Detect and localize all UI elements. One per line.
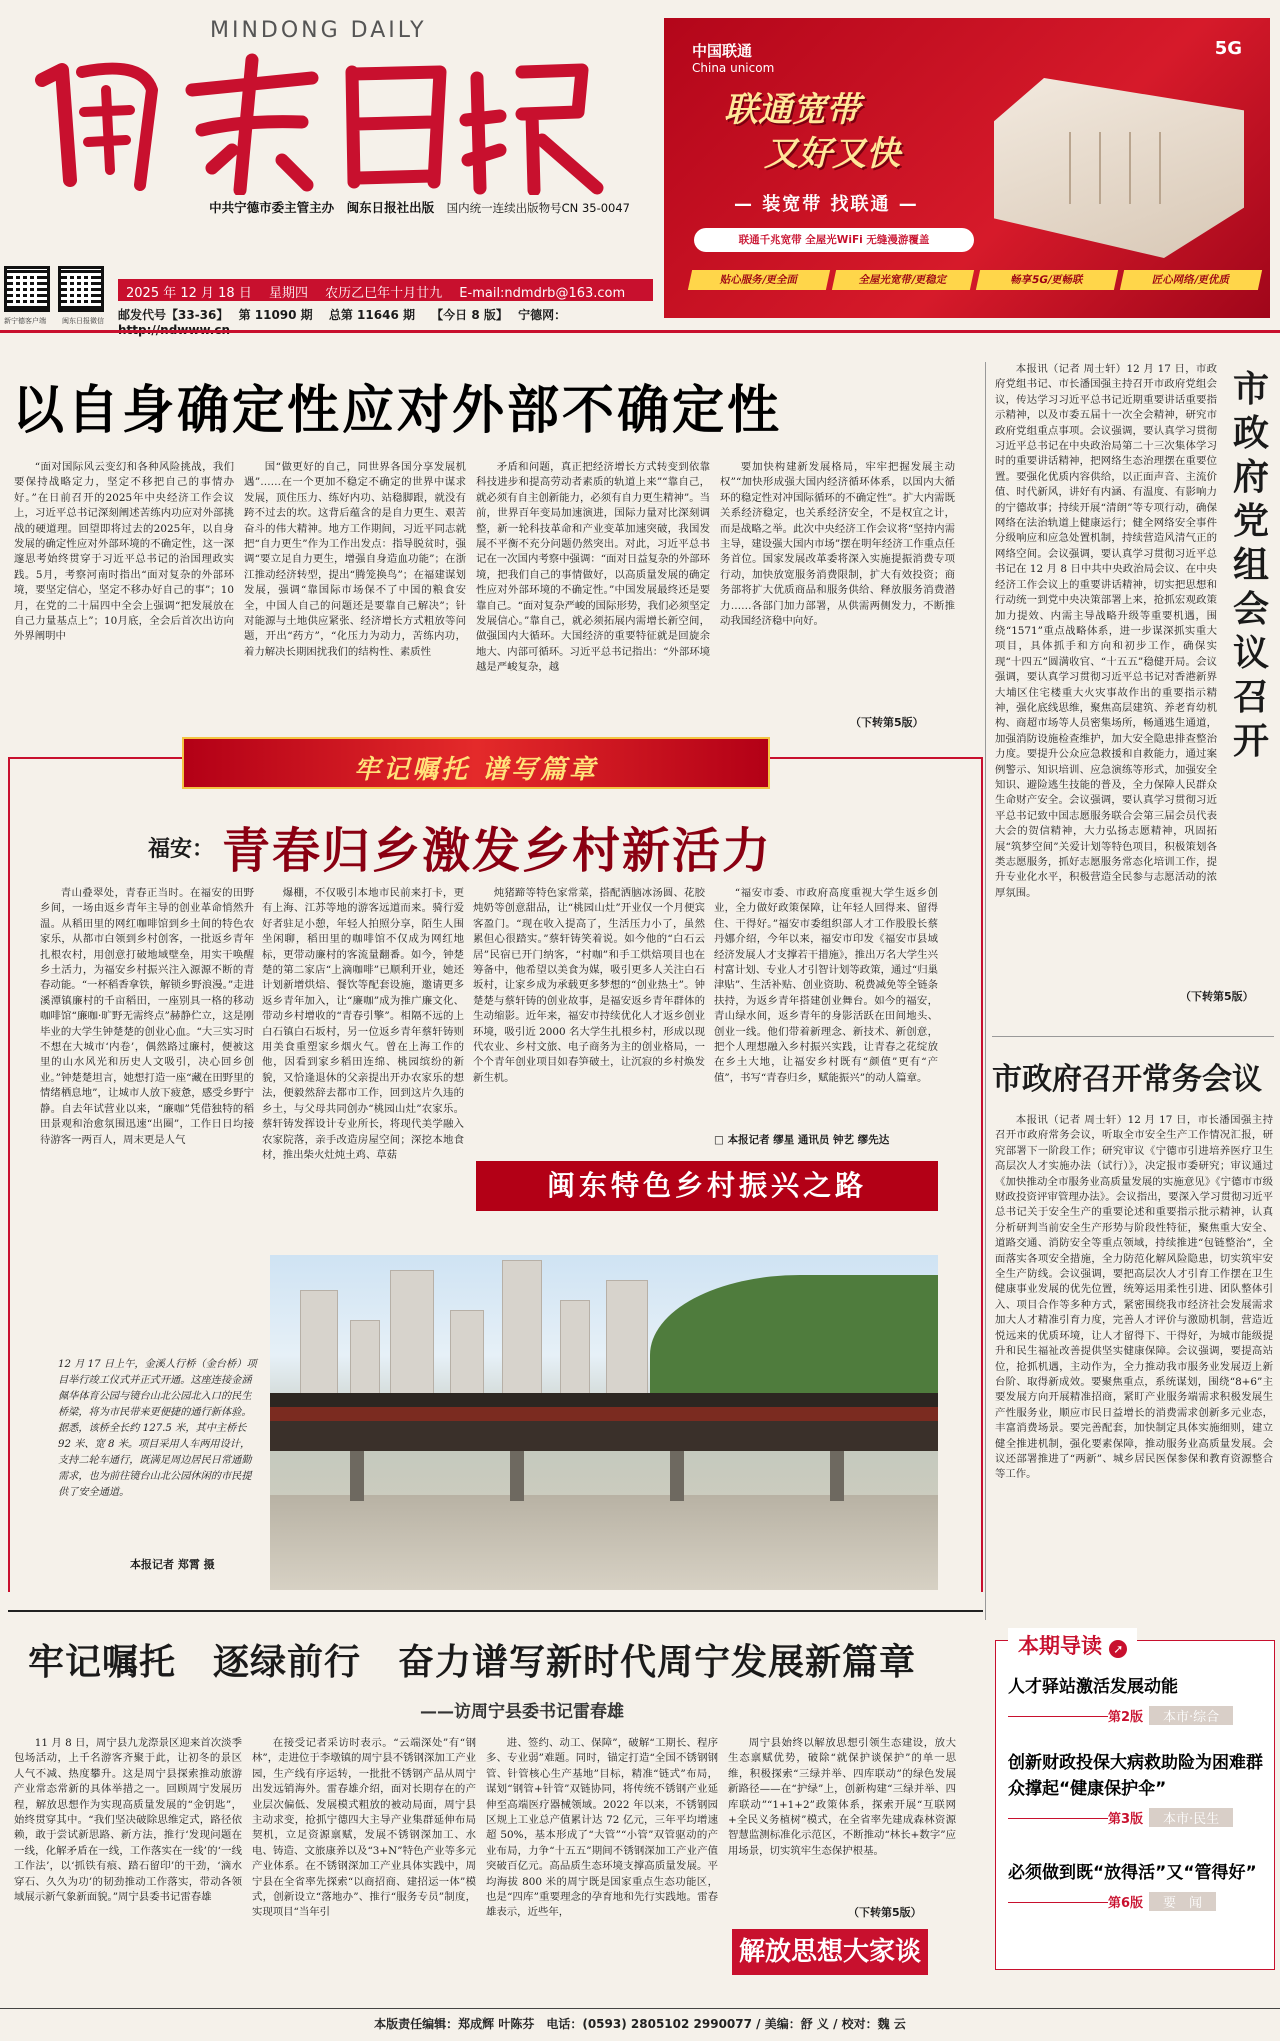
lead-col-2: 国“做更好的自己，同世界各国分享发展机遇”……在一个更加不稳定不确定的世界中谋求发展，顶住压力、练好内功、站稳脚跟，就没有跨不过去的坎。这背后蕴含的是自力更生、艰苦奋斗的伟大精神。地方工作期间，习近平同志就把“自力更生”作为工作出发点：指导脱贫时，强调“要立足自力更生，增强自身造血功能”；在浙江推动经济转型，提出“腾笼换鸟”；在福建谋划发展，强调“靠国际市场保不了中国的粮食安全，中国人自己的问题还是要靠自己解决”；针对能源与土地供应紧张、经济增长方式粗放等问题，开出“药方”，“化压力为动力，苦练内功，着力解决长期困扰我们的结构性、素质性 xyxy=(244,461,466,658)
lunar-date: 农历乙巳年十月廿九 xyxy=(325,286,443,301)
interview-series-tag: 解放思想大家谈 xyxy=(732,1929,928,1975)
email[interactable]: E-mail:ndmdrb@163.com xyxy=(459,286,626,301)
rc2-body: 本报讯（记者 周士轩）12 月 17 日，市长潘国强主持召开市政府常务会议，听取全市安全生产工作情况汇报，研究部署下一阶段工作；研究审议《宁德市引进培养医疗卫生高层次人才实施办法（试行）》，决定报市委研究；审议通过《加快推动全市服务业高质量发展的实施意见》《宁德市市级财政投资评审管理办法》。会议指出，要深入学习贯彻习近平总书记关于安全生产的重要论述和重要指示批示精神，认真分析研判当前安全生产形势与阶段性特征，聚焦重大安全、道路交通、消防安全等重点领域，持续推进“包链整治”，全面落实各项安全措施，全力防范化解风险隐患，切实筑牢安全生产防线。会议强调，要把高层次人才引育工作摆在卫生健康事业发展的优先位置，统筹运用柔性引进、团队整体引入、项目合作等多种方式，紧密围绕我市经济社会发展需求加大人才精准引育力度，完善人才评价与激励机制，营造近悦远来的优质环境，让人才留得下、干得好，为城市能级提升和民生福祉改善提供坚实健康保障。会议强调，要提高站位，抢抓机遇，主动作为，全力推动我市服务业发展迈上新台阶、取得新成效。要聚焦重点，系统谋划，围绕“8+6”主要发展方向开展精准招商，紧盯产业服务端需求积极发展生产性服务业，顺应市民日益增长的消费需求创新多元业态，丰富消费场景。要完善配套，加快制定具体实施细则，建立健全推进机制，强化要素保障，推动服务业高质量发展。会议还部署推进了“两新”、城乡居民医保参保和教育资源整合等工作。 xyxy=(995,1114,1273,1481)
feature-col-1: 青山叠翠处，青春正当时。在福安的田野乡间，一场由返乡青年主导的创业革命悄然升温。从稻田里的网红咖啡馆到乡土间的特色农家乐，从都市白领到乡村创客，一批返乡青年扎根农村，用创意打破地域壁垒，用实干唤醒乡土活力，为福安乡村振兴注入源源不断的青春动能。“一杯稻香拿铁，解锁乡野浪漫。”走进溪潭镇廉村的千亩稻田，一座别具一格的移动咖啡馆“廉咖·旷野无需终点”赫静伫立，这是刚毕业的大学生钟楚楚的创业心血。“大三实习时不想在大城市‘内卷’，偶然路过廉村，便被这里的山水风光和历史人文吸引，决心回乡创业。”钟楚楚坦言，她想打造一座“藏在田野里的情绪栖息地”，让城市人放下疲惫，感受乡野宁静。自去年试营业以来，“廉咖”凭借独特的稻田景观和治愈氛围迅速“出圈”，工作日日均接待游客一两百人，周末更是人气 xyxy=(40,887,254,1146)
cn-number: 国内统一连续出版物号CN 35-0047 xyxy=(446,201,630,215)
guide-page-2[interactable]: 第3版 本市·民生 xyxy=(1108,1808,1233,1827)
guide-page-3[interactable]: 第6版 要 闻 xyxy=(1108,1892,1216,1911)
interview-subheadline: ——访周宁县委书记雷春雄 xyxy=(420,1702,624,1722)
photo-credit: 本报记者 郑霄 摄 xyxy=(130,1558,215,1571)
interview-jump[interactable]: （下转第5版） xyxy=(848,1906,922,1919)
right-col-divider xyxy=(985,362,986,1620)
ad-subtitle: — 装宽带 找联通 — xyxy=(734,194,919,215)
rc1-headline[interactable]: 市政府党组会议召开 xyxy=(1232,369,1269,762)
issue-number: 第 11090 期 xyxy=(238,308,313,322)
masthead-cn-text: 闽东日报 xyxy=(22,50,26,51)
ad-headline: 联通宽带 又好又快 xyxy=(724,90,900,174)
lead-col-4: 要加快构建新发展格局，牢牢把握发展主动权”“加快形成强大国内经济循环体系，以国内大循环的稳定性对冲国际循环的不确定性”。扩大内需既关系经济稳定，也关系经济安全，不是权宜之计，而是战略之举。此次中央经济工作会议将“坚持内需主导，建设强大国内市场”摆在明年经济工作重点任务首位。国家发展改革委将深入实施提振消费专项行动，加快放宽服务消费限制，扩大有效投资；商务部将扩大优质商品和服务供给、释放服务消费潜力……各部门加力部署，从供需两侧发力，不断推动我国经济稳中向好。 xyxy=(720,461,955,628)
lead-col-3: 矛盾和问题，真正把经济增长方式转变到依靠科技进步和提高劳动者素质的轨道上来”“靠自己，就必须有自主创新能力，必须有自力更生精神”。当前，世界百年变局加速演进，国际力量对比深刻调整，新一轮科技革命和产业变革加速突破，我国发展不平衡不充分问题仍然突出。对此，习近平总书记在一次国内考察中强调：“面对日益复杂的外部环境，把我们自己的事情做好，以高质量发展的确定性应对外部环境的不确定性。”中国发展最终还是要靠自己。“面对复杂严峻的国际形势，我们必须坚定发展信心。”靠自己，就必须拓展内需增长新空间，做强国内大循环。大国经济的重要特征就是回旋余地大、内部可循环。习近平总书记指出：“外部环境越是严峻复杂，越 xyxy=(476,461,710,674)
interview-col-2: 在接受记者采访时表示。“云端深处”有“钢林”，走进位于李墩镇的周宁县不锈钢深加工产业园，生产线有序运转，一批批不锈钢产品从周宁出发远销海外。雷春雄介绍，面对长期存在的产业层次偏低、发展模式粗放的被动局面，周宁县主动求变，抢抓宁德四大主导产业集群延伸布局契机，立足资源禀赋，发展不锈钢深加工、水电、铸造、文旅康养以及“3+N”特色产业等多元产业体系。在不锈钢深加工产业具体实践中，周宁县在全省率先探索“以商招商、建招运一体”模式，创新设立“落地办”、推行“服务专员”制度，实现项目“当年引 xyxy=(252,1737,476,1919)
masthead-publisher-line xyxy=(120,198,640,216)
total-issue: 总第 11646 期 xyxy=(328,308,415,322)
feature-headline[interactable]: 青春归乡激发乡村新活力 xyxy=(222,823,773,879)
interview-headline[interactable]: 牢记嘱托 逐绿前行 奋力谱写新时代周宁发展新篇章 xyxy=(28,1642,917,1683)
issue-date: 2025 年 12 月 18 日 xyxy=(126,286,252,301)
guide-item-1[interactable]: 人才驿站激活发展动能 xyxy=(1008,1677,1178,1697)
ad-tag: 贴心服务/更全面 xyxy=(688,270,830,290)
rc1-jump[interactable]: （下转第5版） xyxy=(1180,990,1254,1003)
arrow-icon: ➚ xyxy=(1109,1640,1127,1658)
guide-title: 本期导读 ➚ xyxy=(1008,1628,1137,1662)
footer-credits: 本版责任编辑：郑成辉 叶陈芬 电话：(0593) 2805102 2990077 / 美编：舒 义 / 校对：魏 云 xyxy=(374,2017,906,2031)
publisher: 中共宁德市委主管主办 闽东日报社出版 xyxy=(209,200,435,215)
interview-col-3: 进、签约、动工、保障”，破解“工期长、程序多、专业弱”难题。同时，锚定打造“全国不锈钢钢管、针管核心生产基地”目标，精准“链式”布局，谋划“钢管+针管”双链协同，将传统不锈钢产业延伸至高端医疗器械领域。2022 年以来，不锈钢园区规上工业总产值累计达 72 亿元，三年平均增速超 50%，基本形成了“大管”“小管”双管驱动的产业布局，力争“十五五”期间不锈钢深加工产业产值突破百亿元。高品质生态环境支撑高质量发展。平均海拔 800 米的周宁既是国家重点生态功能区，也是“四库”重要理念的孕育地和先行实践地。雷春雄表示，近些年， xyxy=(486,1737,718,1919)
website-link[interactable]: 宁德网： xyxy=(518,308,567,322)
qr1-caption: 新宁德客户端 xyxy=(4,317,46,325)
ad-5g-logo: 5G xyxy=(1214,38,1242,59)
masthead-logo xyxy=(22,50,612,195)
feature-col-4: “福安市委、市政府高度重视大学生返乡创业，全力做好政策保障，让年轻人回得来、留得住、干得好。”福安市委组织部人才工作股股长蔡丹娜介绍，今年以来，福安市印发《福安市县域经济发展人才支撑若干措施》，推出万名大学生兴村富计划、专业人才引智计划等政策，通过“归巢津贴”、生活补贴、创业资助、税费减免等全链条扶持，为返乡青年搭建创业舞台。如今的福安，青山绿水间，返乡青年的身影活跃在田间地头、创业一线。他们带着新理念、新技术、新创意，把个人理想融入乡村振兴实践，让青春之花绽放在乡土大地，让福安乡村既有“颜值”更有“产值”，书写“青春归乡，赋能振兴”的动人篇章。 xyxy=(714,887,938,1084)
ad-pill: 联通千兆宽带 全屋光WiFi 无缝漫游覆盖 xyxy=(694,228,974,252)
rc-divider xyxy=(992,1036,1274,1037)
rc2-headline[interactable]: 市政府召开常务会议 xyxy=(992,1062,1262,1097)
guide-item-3[interactable]: 必须做到既“放得活”又“管得好” xyxy=(1008,1863,1257,1883)
ad-house-illustration xyxy=(994,78,1244,258)
lead-headline[interactable]: 以自身确定性应对外部不确定性 xyxy=(12,381,783,441)
lead-jump[interactable]: （下转第5版） xyxy=(850,716,924,729)
ad-tag: 匠心网络/更优质 xyxy=(1120,270,1262,290)
guide-line xyxy=(1008,1716,1108,1717)
unicom-ad[interactable] xyxy=(664,18,1270,318)
feature-kicker: 福安： xyxy=(148,837,215,862)
lead-col-1: “面对国际风云变幻和各种风险挑战，我们要保持战略定力，坚定不移把自己的事情办好。”在日前召开的2025年中央经济工作会议上，习近平总书记深刻阐述苦练内功应对外部挑战的硬道理。回望即将过去的2025年，以自身发展的确定性应对外部环境的不确定性，这一深邃思考始终贯穿于习近平总书记的治国理政实践。5月，考察河南时指出“面对复杂的外部环境，要坚定信心，坚定不移办好自己的事”；10月，在党的二十届四中全会上强调“把发展放在自己力量基点上”；10月底，全会后首次出访向外界阐明中 xyxy=(14,461,234,643)
ad-brand: 中国联通 China unicom xyxy=(692,42,775,75)
feature-col-3: 炖猪蹄等特色家常菜，搭配洒脑冰汤圆、花胶炖奶等创意甜品，让“桃园山灶”开业仅一个月便宾客盈门。“现在收入提高了，生活压力小了，虽然累但心很踏实。”蔡轩铸笑着说。如今他的“白石云居”民宿已开门纳客，“村咖”和手工烘焙项目也在筹备中，他希望以美食为媒，吸引更多人关注白石坂村，让家乡成为承载更多梦想的“创业热土”。钟楚楚与蔡轩铸的创业故事，是福安返乡青年群体的生动缩影。近年来，福安市持续优化人才返乡创业环境，吸引近 2000 名大学生扎根乡村，形成以现代农业、乡村文旅、电子商务为主的创业格局，一个个青年创业项目如春笋破土，让沉寂的乡村焕发新生机。 xyxy=(473,887,705,1084)
guide-page-1[interactable]: 第2版 本市·综合 xyxy=(1108,1706,1233,1725)
page-count: 【今日 8 版】 xyxy=(431,308,502,322)
feature-byline: □ 本报记者 缪星 通讯员 钟艺 缪先达 xyxy=(714,1134,890,1146)
interview-col-1: 11 月 8 日，周宁县九龙漈景区迎来首次淡季包场活动，上千名游客齐聚于此，让初冬的景区人气不减、热度攀升。这是周宁县探索推动旅游产业常态常新的具体举措之一。回顾周宁发展历程，解放思想作为实现高质量发展的“金钥匙”，始终贯穿其中。“我们坚决破除思维定式，路径依赖，敢于尝试新思路、新方法，推行‘发现问题在一线，化解矛盾在一线，工作落实在一线’的‘一线工作法’，以‘抓铁有痕、踏石留印’的干劲，‘滴水穿石、久久为功’的韧劲推动工作落实，带动各领域展示新气象新面貌。”周宁县委书记雷春雄 xyxy=(14,1737,242,1904)
interview-col-4: 周宁县始终以解放思想引领生态建设，放大生态禀赋优势，破除“就保护谈保护”的单一思维，积极探索“三绿并举、四库联动”的绿色发展新路径——在“护绿”上，创新构建“三绿并举、四库联动”“1+1+2”政策体系，探索开展“互联网+全民义务植树”模式，在全省率先建成森林资源智慧监测标准化示范区，不断推动“林长+数字”应用场景，切实筑牢生态保护根基。 xyxy=(728,1737,956,1857)
feature-series-tag: 闽东特色乡村振兴之路 xyxy=(476,1161,938,1211)
bridge-photo[interactable] xyxy=(270,1255,938,1590)
footer-rule xyxy=(0,2008,1280,2009)
postal-code: 邮发代号【33-36】 xyxy=(118,308,223,322)
rc1-body: 本报讯（记者 周士轩）12 月 17 日，市政府党组书记、市长潘国强主持召开市政府党组会议，传达学习习近平总书记近期重要讲话重要指示精神，以及市委五届十一次全会精神，研究市政府党组重点事项。会议强调，要认真学习贯彻习近平总书记在中央政治局第二十三次集体学习时的重要讲话精神，把网络生态治理摆在重要位置。要强化优质内容供给，以正面声音、主流价值、时代新风，讲好有内涵、有温度、有影响力的宁德故事；持续开展“清朗”等专项行动，确保网络在法治轨道上健康运行；健全网络安全事件分级响应和应急处置机制，持续营造风清气正的网络空间。会议强调，要认真学习贯彻习近平总书记在 12 月 8 日中共中央政治局会议、在中央经济工作会议上的重要讲话精神，切实把思想和行动统一到党中央决策部署上来，抢抓宏观政策加力提效、内需主导战略升级等重要机遇，围绕“1571”重点战略体系，进一步谋深抓实重大项目，具体抓手和方向和初步工作，确保实现“十四五”圆满收官、“十五五”稳健开局。会议强调，要认真学习贯彻习近平总书记对香港新界大埔区住宅楼重大火灾事故作出的重要指示精神，强化底线思维，聚焦高层建筑、养老育幼机构、商超市场等人员密集场所，畅通逃生通道，加强消防设施检查维护，加大安全隐患排查整治力度。要提升公众应急救援和自救能力，通过案例警示、知识培训、应急演练等形式，加强安全知识、避险逃生技能的普及，全力保障人民群众生命财产安全。会议强调，要认真学习贯彻习近平总书记致中国志愿服务联合会第三届会员代表大会的贺信精神，大力弘扬志愿精神，巩固拓展“筑梦空间”关爱计划等特色项目，积极策划各类志愿服务，抓好志愿服务常态化培训工作，提升专业化水平，积极营造全民参与志愿活动的浓厚氛围。 xyxy=(995,363,1217,899)
qr2-caption: 闽东日报微信 xyxy=(62,317,104,325)
feature-banner: 牢记嘱托 谱写篇章 xyxy=(182,737,770,789)
masthead-en: MINDONG DAILY xyxy=(210,18,427,43)
masthead-rule xyxy=(0,330,1280,333)
qr-code-wechat[interactable] xyxy=(58,266,104,312)
weekday: 星期四 xyxy=(268,286,308,301)
feature-col-2: 爆棚，不仅吸引本地市民前来打卡，更有上海、江苏等地的游客远道而来。骑行爱好者驻足小憩，年轻人拍照分享，陌生人围坐闲聊，稻田里的咖啡馆不仅成为网红地标，更带动廉村的客流量翻番。如今，钟楚楚的第二家店“上滴咖啡”已顺利开业，她还计划新增烘焙、餐饮等配套设施，邀请更多返乡青年加入，让“廉咖”成为推广廉文化、带动乡村增收的“青春引擎”。相隔不远的上白石镇白石坂村，另一位返乡青年蔡轩铸则用美食重塑家乡烟火气。曾在上海工作的他，因看到家乡稻田连绵、桃园缤纷的新貌，又恰逢退休的父亲提出开办农家乐的想法，便毅然辞去都市工作，回到这片久违的乡土，与父母共同创办“桃园山灶”农家乐。蔡轩铸发挥设计专业所长，将现代美学融入农家院落，亲手改造房屋空间；深挖本地食材，推出柴火灶炖土鸡、草菇 xyxy=(262,887,464,1161)
guide-line xyxy=(1008,1902,1108,1903)
ad-tag: 畅享5G/更畅联 xyxy=(976,270,1118,290)
date-band xyxy=(118,279,653,301)
ad-tag: 全屋光宽带/更稳定 xyxy=(832,270,974,290)
guide-item-2[interactable]: 创新财政投保大病救助险为困难群众撑起“健康保护伞” xyxy=(1008,1753,1263,1799)
section-rule xyxy=(8,1610,983,1612)
qr-code-app[interactable] xyxy=(4,266,50,312)
guide-line xyxy=(1008,1818,1108,1819)
ad-tags xyxy=(690,270,1260,290)
photo-caption: 12 月 17 日上午，金溪人行桥（金台桥）项目举行竣工仪式并正式开通。这座连接金涵佩华体育公园与镜台山北公园北入口的民生桥梁，将为市民带来更便捷的通行新体验。据悉，该桥全长约 127.5 米，其中主桥长 92 米、宽 8 米。项目采用人车两用设计，支持二轮车通行，既满足周边居民日常通勤需求，也为前往镜台山北公园休闲的市民提供了安全通道。 xyxy=(58,1359,257,1498)
